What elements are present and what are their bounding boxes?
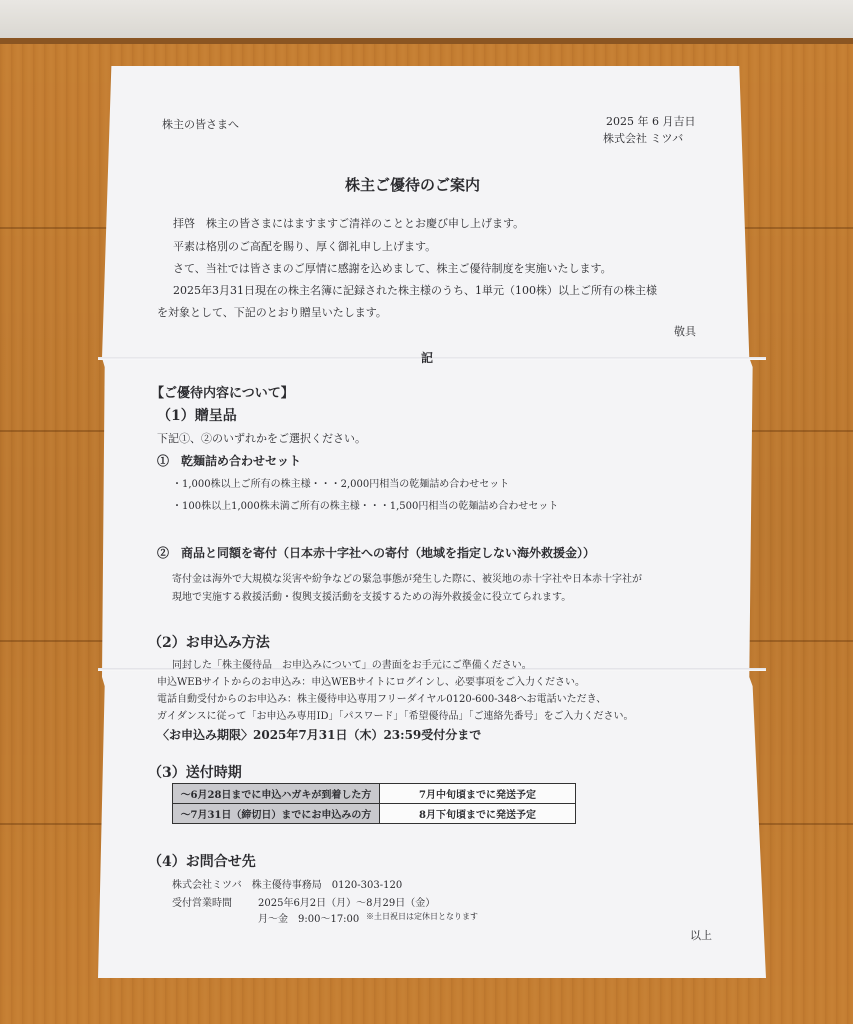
option-detail: 現地で実施する救援活動・復興支援活動を支援するための海外救援金に役立てられます。 [172, 592, 572, 603]
closing-word: 敬具 [674, 325, 696, 338]
apply-deadline: 〈お申込み期限〉2025年7月31日（木）23:59受付分まで [157, 728, 482, 742]
addressee: 株主の皆さまへ [162, 118, 239, 131]
wall-background [0, 0, 853, 40]
option-detail: 寄付金は海外で大規模な災害や紛争などの緊急事態が発生した際に、被災地の赤十字社や日本赤十字社が [172, 574, 642, 585]
apply-line: 申込WEBサイトからのお申込み：申込WEBサイトにログインし、必要事項をご入力ください。 [157, 677, 585, 688]
apply-line: 同封した「株主優待品 お申込みについて」の書面をお手元にご準備ください。 [172, 660, 532, 671]
shipping-condition: ～7月31日（締切日）までにお申込みの方 [173, 804, 380, 824]
company-name: 株式会社 ミツバ [603, 132, 684, 145]
section-title: （3）送付時期 [148, 765, 242, 781]
option-detail: ・1,000株以上ご所有の株主様・・・2,000円相当の乾麺詰め合わせセット [172, 479, 510, 490]
benefits-heading: 【ご優待内容について】 [151, 386, 294, 401]
contact-hours-label: 受付営業時間 [172, 898, 232, 909]
option-detail: ・100株以上1,000株未満ご所有の株主様・・・1,500円相当の乾麺詰め合わせセット [172, 501, 559, 512]
table-row [173, 804, 576, 824]
contact-office: 株式会社ミツバ 株主優待事務局 0120-303-120 [172, 880, 403, 891]
letter-paragraph: さて、当社では皆さまのご厚情に感謝を込めまして、株主ご優待制度を実施いたします。 [173, 262, 612, 275]
page-title: 株主ご優待のご案内 [345, 176, 481, 194]
contact-hours-time: 月～金 9:00～17:00 [258, 914, 360, 925]
table-row [173, 784, 576, 804]
letter-paragraph: 2025年3月31日現在の株主名簿に記録された株主様のうち、1単元（100株）以上ご所有の株主様 [173, 284, 657, 297]
option-title: ① 乾麺詰め合わせセット [157, 454, 302, 468]
letter-paragraph: 拝啓 株主の皆さまにはますますご清祥のこととお慶び申し上げます。 [173, 217, 525, 230]
shipping-schedule: 7月中旬頃までに発送予定 [380, 784, 576, 804]
contact-hours-dates: 2025年6月2日（月）～8月29日（金） [258, 898, 436, 909]
ki-mark: 記 [421, 351, 434, 365]
contact-hours-note: ※土日祝日は定休日となります [366, 912, 478, 921]
apply-line: 電話自動受付からのお申込み：株主優待申込専用フリーダイヤル0120-600-348へお電話いただき、 [157, 694, 607, 705]
shipping-condition: ～6月28日までに申込ハガキが到着した方 [173, 784, 380, 804]
section-title: （2）お申込み方法 [148, 635, 270, 651]
shipping-schedule: 8月下旬頃までに発送予定 [380, 804, 576, 824]
letter-paragraph: 平素は格別のご高配を賜り、厚く御礼申し上げます。 [173, 240, 437, 253]
letter-paragraph: を対象として、下記のとおり贈呈いたします。 [157, 306, 387, 319]
letter-date: 2025 年 6 月吉日 [606, 115, 696, 128]
shipping-table [172, 783, 576, 824]
section-title: （4）お問合せ先 [148, 854, 256, 870]
end-mark: 以上 [690, 929, 712, 942]
apply-line: ガイダンスに従って「お申込み専用ID」「パスワード」「希望優待品」「ご連絡先番号」をご入力ください。 [157, 711, 634, 722]
notice-letter [98, 66, 766, 978]
section-title: （1）贈呈品 [157, 408, 237, 424]
option-title: ② 商品と同額を寄付（日本赤十字社への寄付（地域を指定しない海外救援金）） [157, 546, 596, 560]
section-intro: 下記①、②のいずれかをご選択ください。 [157, 432, 366, 445]
